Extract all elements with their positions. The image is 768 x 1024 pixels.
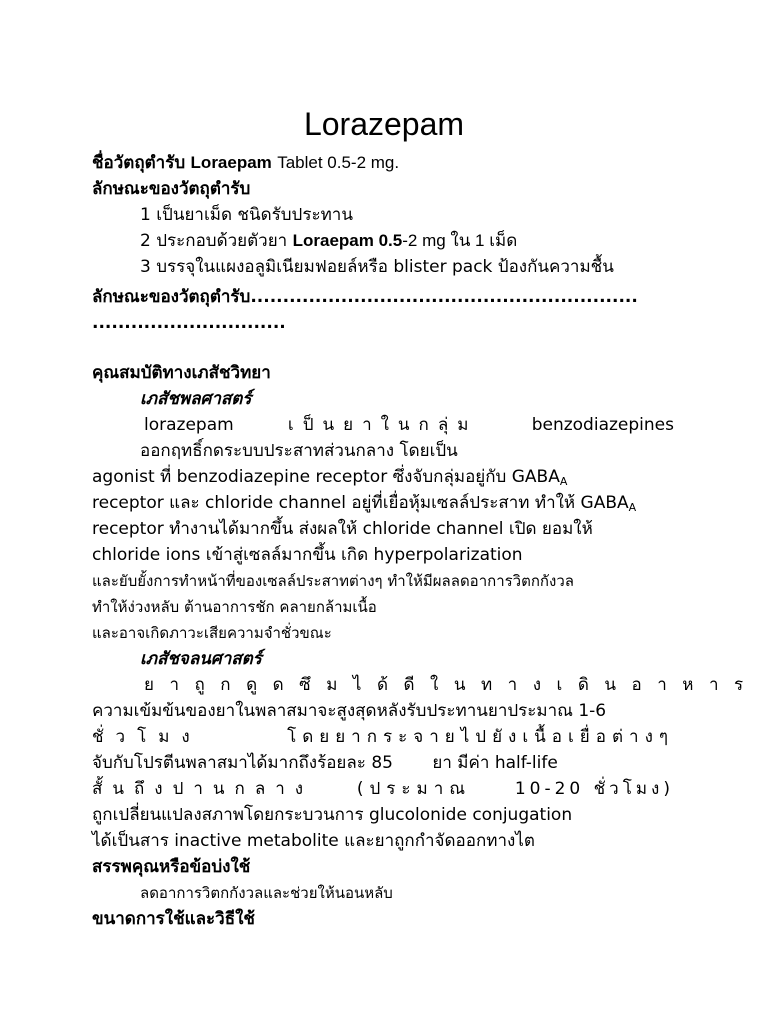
pk-line-7: ได้เป็นสาร inactive metabolite และยาถูกกำจัดออกทางไต [92,831,535,851]
pd-line-1 [144,414,674,436]
product-name-value: Loraepam [190,153,272,172]
characteristics-item-2-prefix: 2 ประกอบด้วยตัวยา [140,231,288,251]
pk-line-5-b: (ประมาณ [356,779,472,799]
product-name-rest: Tablet 0.5-2 mg. [277,153,400,172]
pd-line-3-text: agonist ที่ benzodiazepine receptor ซึ่งจับกลุ่มอยู่กับ GABA [92,467,560,487]
pd-line-7: และยับยั้งการทำหน้าที่ของเซลล์ประสาทต่างๆ ทำให้มีผลลดอาการวิตกกังวล [92,572,574,590]
pk-line-6: ถูกเปลี่ยนแปลงสภาพโดยกระบวนการ glucolonide conjugation [92,805,573,825]
pharmacology-heading: คุณสมบัติทางเภสัชวิทยา [92,363,271,383]
pk-line-4-a: จับกับโปรตีนพลาสมาได้มากถึงร้อยละ 85 [92,753,393,773]
characteristics-heading: ลักษณะของวัตถุตำรับ [92,179,251,199]
pd-line-4-sub: A [628,501,637,514]
pk-line-5-a: สั้นถึงปานกลาง [92,779,314,799]
pd-line-4 [92,492,636,519]
characteristics-item-2 [140,230,517,252]
product-name-line [92,152,399,174]
pk-line-2: ความเข้มข้นของยาในพลาสมาจะสูงสุดหลังรับประทานยาประมาณ 1-6 [92,701,607,721]
characteristics-item-1: 1 เป็นยาเม็ด ชนิดรับประทาน [140,205,353,225]
dosage-heading: ขนาดการใช้และวิธีใช้ [92,909,255,929]
pd-line-1-b: เป็นยาในกลุ่ม [287,415,478,435]
pd-line-8: ทำให้ง่วงหลับ ต้านอาการชัก คลายกล้ามเนื้อ [92,598,377,616]
pharmacokinetics-heading: เภสัชจลนศาสตร์ [140,649,262,669]
pk-line-5-c: 10-20 ชั่วโมง) [514,779,674,799]
characteristics-item-3: 3 บรรจุในแผงอลูมิเนียมฟอยล์หรือ blister pack ป้องกันความชื้น [140,257,614,277]
pd-line-9: และอาจเกิดภาวะเสียความจำชั่วขณะ [92,624,332,642]
pharmacodynamics-heading: เภสัชพลศาสตร์ [140,389,252,409]
pd-line-2: ออกฤทธิ์กดระบบประสาทส่วนกลาง โดยเป็น [140,441,458,461]
pk-line-1: ยาถูกดูดซึมได้ดีในทางเดินอาหาร [144,675,759,695]
document-title: Lorazepam [303,106,465,142]
pk-line-3-a: ชั่วโมง [92,727,202,747]
product-name-label: ชื่อวัตถุตำรับ [92,153,186,173]
pd-line-1-a: lorazepam [144,415,234,435]
pk-line-4 [92,752,558,774]
pd-line-3 [92,466,567,493]
pk-line-5 [92,778,674,800]
pd-line-4-text: receptor และ chloride channel อยู่ที่เยื่อหุ้มเซลล์ประสาท ทำให้ GABA [92,493,629,513]
characteristics-item-2-drug: Loraepam 0.5 [292,231,403,250]
characteristics-blank-heading: ลักษณะของวัตถุตำรับ [92,287,251,307]
pd-line-5: receptor ทำงานได้มากขึ้น ส่งผลให้ chloride channel เปิด ยอมให้ [92,519,593,539]
characteristics-blank-dots-2: .............................. [92,313,286,333]
pk-line-3-b: โดยยากระจายไปยังเนื้อเยื่อต่างๆ [287,727,674,747]
characteristics-blank-line [92,286,638,308]
indications-text: ลดอาการวิตกกังวลและช่วยให้นอนหลับ [140,884,393,902]
characteristics-blank-dots-1: ............................................................ [250,287,638,307]
indications-heading: สรรพคุณหรือข้อบ่งใช้ [92,857,251,877]
pd-line-6: chloride ions เข้าสู่เซลล์มากขึ้น เกิด hyperpolarization [92,545,523,565]
characteristics-item-2-rest: -2 mg ใน 1 เม็ด [402,231,518,250]
pk-line-4-b: ยา มีค่า half-life [432,753,558,773]
pd-line-3-sub: A [559,475,568,488]
pd-line-1-c: benzodiazepines [531,415,674,435]
pk-line-3 [92,726,674,748]
